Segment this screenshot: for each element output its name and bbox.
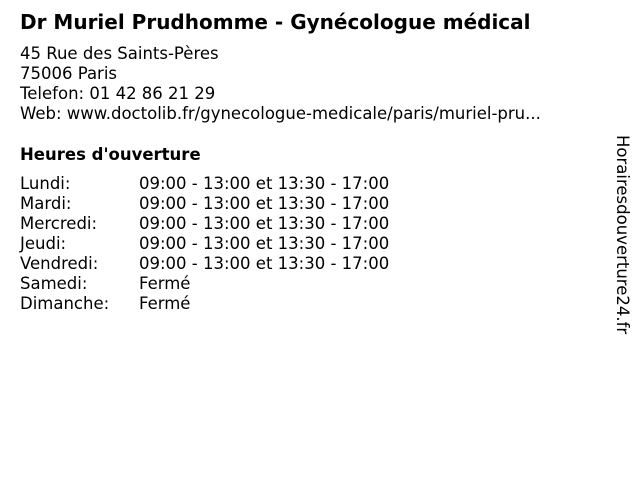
city-address: 75006 Paris (20, 64, 118, 83)
phone-number: Telefon: 01 42 86 21 29 (20, 84, 216, 103)
hours-row-lundi (20, 174, 389, 194)
day-hours: 09:00 - 13:00 et 13:30 - 17:00 (139, 234, 390, 253)
day-hours: 09:00 - 13:00 et 13:30 - 17:00 (139, 254, 390, 273)
contact-info (20, 44, 541, 124)
hours-row-mercredi (20, 214, 389, 234)
day-label: Jeudi: (20, 234, 67, 253)
website-url: Web: www.doctolib.fr/gynecologue-medicale/paris/muriel-pru... (20, 104, 541, 123)
hours-heading: Heures d'ouverture (20, 145, 201, 164)
day-label: Lundi: (20, 174, 71, 193)
day-hours: Fermé (139, 294, 191, 313)
page-title: Dr Muriel Prudhomme - Gynécologue médical (20, 10, 531, 34)
site-watermark: Horairesdouverture24.fr (613, 135, 632, 335)
hours-row-jeudi (20, 234, 389, 254)
day-label: Vendredi: (20, 254, 99, 273)
day-label: Mercredi: (20, 214, 98, 233)
day-hours: 09:00 - 13:00 et 13:30 - 17:00 (139, 194, 390, 213)
street-address: 45 Rue des Saints-Pères (20, 44, 219, 63)
day-label: Samedi: (20, 274, 88, 293)
day-hours: 09:00 - 13:00 et 13:30 - 17:00 (139, 174, 390, 193)
day-label: Dimanche: (20, 294, 110, 313)
day-label: Mardi: (20, 194, 72, 213)
hours-row-vendredi (20, 254, 389, 274)
hours-row-dimanche (20, 294, 389, 314)
hours-row-mardi (20, 194, 389, 214)
day-hours: Fermé (139, 274, 191, 293)
hours-table (20, 174, 389, 314)
day-hours: 09:00 - 13:00 et 13:30 - 17:00 (139, 214, 390, 233)
hours-row-samedi (20, 274, 389, 294)
